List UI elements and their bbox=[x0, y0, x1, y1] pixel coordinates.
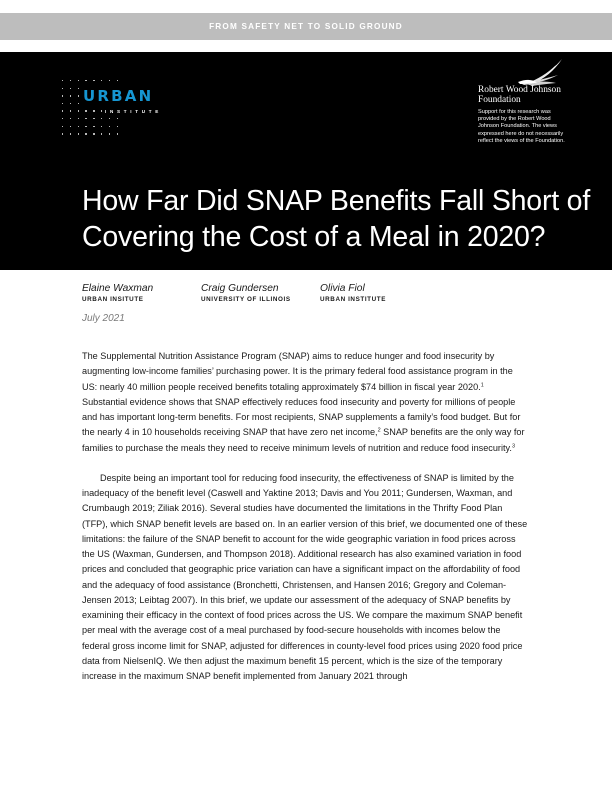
hero-header bbox=[0, 52, 612, 270]
author-name: Craig Gundersen bbox=[201, 283, 279, 294]
author-affiliation: UNIVERSITY OF ILLINOIS bbox=[201, 296, 291, 303]
author-name: Olivia Fiol bbox=[320, 283, 365, 294]
author bbox=[82, 283, 153, 305]
text-run: The Supplemental Nutrition Assistance Program (SNAP) aims to reduce hunger and food insecurity by augmenting low-income families’ purchasing power. It is the primary federal food assistance program in the US: nearly 40 million people received benefits totaling approximately $74 billion in fiscal year 2020. bbox=[82, 351, 513, 392]
logo-subword: INSTITUTE bbox=[105, 109, 163, 114]
funder-disclaimer: Support for this research was provided by the Robert Wood Johnson Foundation. The views expressed here do not necessarily reflect the views of the Foundation. bbox=[478, 109, 565, 144]
article-body bbox=[82, 349, 530, 684]
funder-name: Robert Wood Johnson Foundation bbox=[478, 85, 561, 105]
footnote-ref-2[interactable]: 2 bbox=[377, 427, 381, 434]
author-affiliation: URBAN INSITUTE bbox=[82, 296, 144, 303]
publication-date: July 2021 bbox=[82, 313, 125, 324]
paragraph-context: Despite being an important tool for reducing food insecurity, the effectiveness of SNAP is limited by the inadequacy of the benefit level (Caswell and Yaktine 2013; Davis and You 2011; Gundersen, Waxman, and Crumbaugh 2019; Ziliak 2016). Several studies have documented the limitations in the Thrifty Food Plan (TFP), which SNAP benefit levels are based on. In an earlier version of this brief, we documented one of these limitations: the failure of the SNAP benefit to account for the wide geographic variation in food prices across the US (Waxman, Gundersen, and Thompson 2018). Additional research has also examined variation in food prices and concluded that geographic price variation can have a significant impact on the affordability of food and the adequacy of food assistance (Bronchetti, Christensen, and Hansen 2016; Gregory and Coleman-Jensen 2013; Leibtag 2007). In this brief, we update our assessment of the adequacy of SNAP benefits by examining their efficacy in the context of food prices across the US. We compare the maximum SNAP benefit per meal with the average cost of a meal purchased by food-secure households with incomes below the federal gross income limit for SNAP, adjusted for differences in county-level food prices using 2020 food price data from NielsenIQ. We then adjust the maximum benefit 15 percent, which is the size of the temporary increase in the maximum SNAP benefit implemented from January 2021 through bbox=[82, 472, 528, 681]
author-name: Elaine Waxman bbox=[82, 283, 154, 294]
logo-word: URBAN bbox=[83, 87, 154, 105]
author bbox=[320, 283, 386, 305]
author-list bbox=[82, 283, 542, 313]
text-run: Substantial evidence shows that SNAP effectively reduces food insecurity and poverty for millions of people and has important long-term benefits. For most recipients, SNAP supplements a family’s food budget. But for the nearly 4 in 10 households receiving SNAP that have zero net income, bbox=[82, 396, 521, 438]
page-title: How Far Did SNAP Benefits Fall Short of Covering the Cost of a Meal in 2020? bbox=[82, 185, 591, 253]
paragraph-intro bbox=[82, 349, 530, 456]
series-label: FROM SAFETY NET TO SOLID GROUND bbox=[209, 22, 403, 31]
series-banner bbox=[0, 13, 612, 40]
footnote-ref-1[interactable]: 1 bbox=[480, 382, 484, 388]
urban-institute-logo bbox=[62, 80, 162, 140]
rwjf-wing-icon bbox=[516, 57, 566, 87]
text-run: SNAP benefits are the only way for families to purchase the meals they need to receive minimum levels of nutrition and reduce food insecurity. bbox=[82, 427, 525, 453]
author-affiliation: URBAN INSTITUTE bbox=[320, 296, 387, 303]
author bbox=[201, 283, 291, 305]
footnote-ref-3[interactable]: 3 bbox=[511, 443, 515, 449]
